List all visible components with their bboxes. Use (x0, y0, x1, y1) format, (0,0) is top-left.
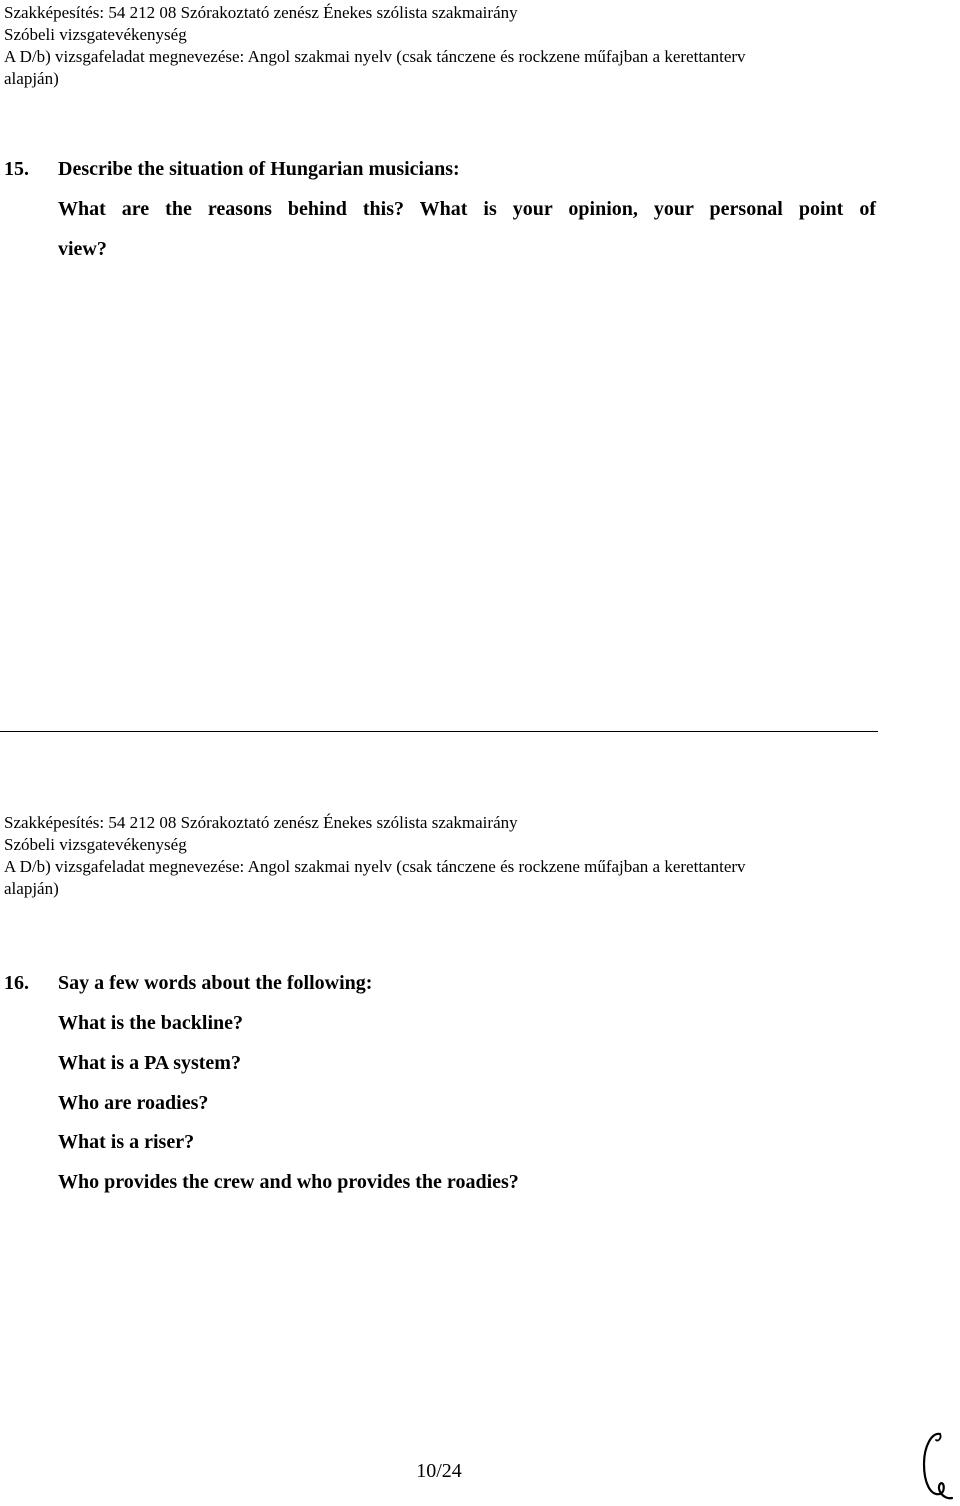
header-qualification: Szakképesítés: 54 212 08 Szórakoztató zenész Énekes szólista szakmairány (4, 3, 518, 22)
question-15-line: view? (58, 238, 107, 260)
question-16-item: Who provides the crew and who provides the roadies? (58, 1171, 519, 1193)
header-exam-type: Szóbeli vizsgatevékenység (4, 25, 187, 44)
page-header-top (4, 2, 904, 90)
header-task-name-cont: alapján) (4, 879, 59, 898)
header-task-name: A D/b) vizsgafeladat megnevezése: Angol szakmai nyelv (csak tánczene és rockzene műfajban a kerettanterv (4, 47, 746, 66)
question-15-line: What are the reasons behind this? What is your opinion, your personal point of (58, 198, 876, 220)
signature-mark (918, 1428, 958, 1504)
header-task-name: A D/b) vizsgafeladat megnevezése: Angol szakmai nyelv (csak tánczene és rockzene műfajban a kerettanterv (4, 857, 746, 876)
question-15-number: 15. (4, 158, 29, 180)
question-16-item: What is a riser? (58, 1131, 195, 1153)
question-16-number: 16. (4, 972, 29, 994)
page-divider (0, 731, 878, 732)
question-16-item: Who are roadies? (58, 1092, 209, 1114)
question-15-title: Describe the situation of Hungarian musicians: (58, 158, 460, 180)
header-exam-type: Szóbeli vizsgatevékenység (4, 835, 187, 854)
question-16-item: What is the backline? (58, 1012, 244, 1034)
header-qualification: Szakképesítés: 54 212 08 Szórakoztató zenész Énekes szólista szakmairány (4, 813, 518, 832)
question-16-item: What is a PA system? (58, 1052, 241, 1074)
question-16-title: Say a few words about the following: (58, 972, 373, 994)
header-task-name-cont: alapján) (4, 69, 59, 88)
page-header-bottom (4, 812, 904, 900)
page-number: 10/24 (416, 1460, 462, 1482)
